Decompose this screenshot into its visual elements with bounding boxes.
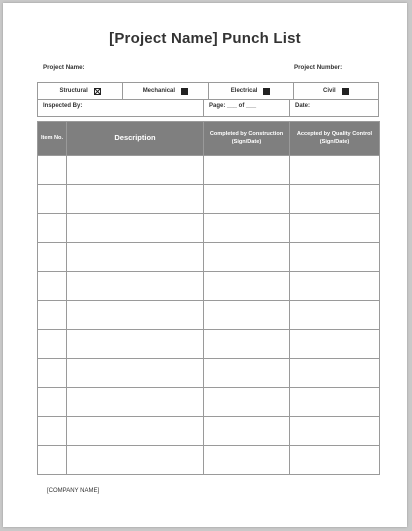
punch-table (37, 121, 380, 475)
table-row (38, 359, 380, 388)
table-body (38, 156, 380, 475)
table-row (38, 330, 380, 359)
cell-completed[interactable] (204, 185, 290, 214)
cell-accepted[interactable] (290, 330, 380, 359)
table-row (38, 388, 380, 417)
cell-completed[interactable] (204, 446, 290, 475)
info-row (37, 100, 379, 117)
cell-completed[interactable] (204, 301, 290, 330)
cell-item-no[interactable] (38, 272, 67, 301)
column-header-item-no: Item No. (38, 122, 67, 156)
date-label: Date: (295, 103, 311, 109)
cell-item-no[interactable] (38, 214, 67, 243)
column-header-accepted: Accepted by Quality Control (Sign/Date) (290, 122, 380, 156)
category-label: Mechanical (142, 88, 176, 94)
table-row (38, 417, 380, 446)
cell-accepted[interactable] (290, 272, 380, 301)
checkbox-checked-icon[interactable] (94, 88, 101, 95)
cell-completed[interactable] (204, 243, 290, 272)
cell-completed[interactable] (204, 417, 290, 446)
cell-description[interactable] (67, 214, 204, 243)
checkbox-icon[interactable] (263, 88, 270, 95)
company-name: [COMPANY NAME] (47, 488, 100, 494)
cell-item-no[interactable] (38, 446, 67, 475)
cell-accepted[interactable] (290, 417, 380, 446)
checkbox-icon[interactable] (342, 88, 349, 95)
cell-accepted[interactable] (290, 359, 380, 388)
table-row (38, 272, 380, 301)
cell-accepted[interactable] (290, 301, 380, 330)
checkbox-icon[interactable] (181, 88, 188, 95)
category-mechanical (123, 83, 208, 99)
cell-accepted[interactable] (290, 243, 380, 272)
cell-accepted[interactable] (290, 156, 380, 185)
table-row (38, 301, 380, 330)
category-electrical (209, 83, 294, 99)
cell-description[interactable] (67, 185, 204, 214)
cell-completed[interactable] (204, 272, 290, 301)
cell-accepted[interactable] (290, 185, 380, 214)
cell-description[interactable] (67, 272, 204, 301)
table-row (38, 243, 380, 272)
cell-description[interactable] (67, 446, 204, 475)
cell-description[interactable] (67, 301, 204, 330)
cell-completed[interactable] (204, 359, 290, 388)
category-civil (294, 83, 378, 99)
column-header-description: Description (67, 122, 204, 156)
project-name-label: Project Name: (43, 64, 85, 71)
cell-description[interactable] (67, 156, 204, 185)
project-number-label: Project Number: (294, 64, 343, 71)
cell-completed[interactable] (204, 330, 290, 359)
page-label: Page: ___ of ___ (209, 103, 257, 109)
page-field[interactable] (204, 100, 290, 116)
cell-description[interactable] (67, 243, 204, 272)
cell-completed[interactable] (204, 156, 290, 185)
cell-item-no[interactable] (38, 330, 67, 359)
page-title: [Project Name] Punch List (109, 30, 301, 47)
cell-description[interactable] (67, 417, 204, 446)
table-row (38, 156, 380, 185)
punch-list-sheet (3, 3, 407, 527)
cell-description[interactable] (67, 330, 204, 359)
category-label: Structural (59, 88, 88, 94)
inspected-by-label: Inspected By: (43, 103, 83, 109)
cell-accepted[interactable] (290, 446, 380, 475)
cell-accepted[interactable] (290, 388, 380, 417)
inspected-by-field[interactable] (38, 100, 204, 116)
cell-description[interactable] (67, 388, 204, 417)
cell-item-no[interactable] (38, 417, 67, 446)
cell-completed[interactable] (204, 214, 290, 243)
date-field[interactable] (290, 100, 378, 116)
cell-accepted[interactable] (290, 214, 380, 243)
category-row (37, 82, 379, 100)
cell-item-no[interactable] (38, 301, 67, 330)
category-structural (38, 83, 123, 99)
table-row (38, 214, 380, 243)
category-label: Electrical (230, 88, 258, 94)
cell-item-no[interactable] (38, 388, 67, 417)
category-label: Civil (323, 88, 336, 94)
cell-completed[interactable] (204, 388, 290, 417)
table-row (38, 185, 380, 214)
cell-item-no[interactable] (38, 359, 67, 388)
cell-item-no[interactable] (38, 243, 67, 272)
column-header-completed: Completed by Construction (Sign/Date) (204, 122, 290, 156)
cell-item-no[interactable] (38, 156, 67, 185)
table-row (38, 446, 380, 475)
cell-item-no[interactable] (38, 185, 67, 214)
table-header-row (38, 122, 380, 156)
cell-description[interactable] (67, 359, 204, 388)
